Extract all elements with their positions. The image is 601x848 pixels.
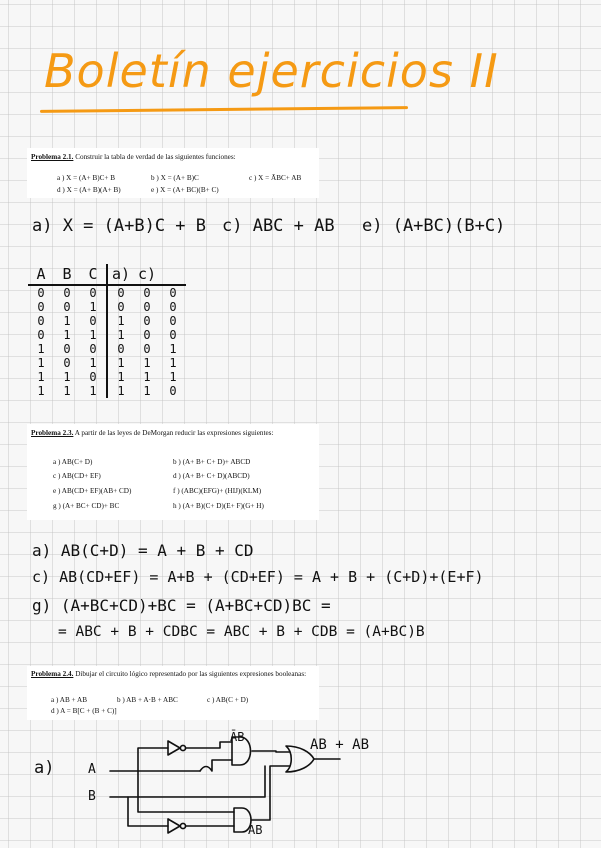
hw-2-3-a: a) AB(C+D) = A + B + CD <box>32 541 254 560</box>
tt-cell: 1 <box>80 356 107 370</box>
tt-cell: 0 <box>80 285 107 300</box>
tt-cell: 1 <box>143 384 151 398</box>
tt-cell: 0 <box>117 300 125 314</box>
final-output-label: AB + AB <box>310 737 370 753</box>
tt-cell: 1 <box>63 370 71 384</box>
hw-2-3-g1: g) (A+BC+CD)+BC = (A+BC+CD)BC = <box>32 596 331 615</box>
problem-2-3-item: b ) (A+ B+ C+ D)+ ABCD <box>173 458 251 466</box>
tt-cell: 0 <box>143 342 151 356</box>
tt-cell: 1 <box>117 328 125 342</box>
tt-cell: 0 <box>169 300 177 314</box>
tt-cell: 1 <box>37 384 45 398</box>
problem-2-1-item: c ) X = ĀBC+ AB <box>249 174 302 182</box>
tt-cell: 0 <box>37 300 45 314</box>
tt-cell: 0 <box>37 314 45 328</box>
or-gate <box>286 746 314 772</box>
tt-cell: 0 <box>117 342 125 356</box>
problem-2-1-item: e ) X = (A+ BC)(B+ C) <box>151 186 219 194</box>
tt-cell: 1 <box>37 356 45 370</box>
problem-2-4-item: b ) AB + A·B + ABC <box>117 696 178 704</box>
tt-header: B <box>54 264 80 285</box>
tt-header: a) <box>107 264 134 285</box>
input-a-label: A <box>88 762 96 777</box>
tt-cell: 1 <box>63 314 71 328</box>
problem-2-4-text: Dibujar el circuito lógico representado por las siguientes expresiones booleanas: <box>75 670 307 678</box>
tt-cell: 0 <box>169 384 177 398</box>
tt-cell: 0 <box>63 286 71 300</box>
tt-cell: 0 <box>63 356 71 370</box>
problem-2-1-text: Construir la tabla de verdad de las siguientes funciones: <box>75 153 236 161</box>
tt-cell: 1 <box>117 370 125 384</box>
tt-cell: 0 <box>37 328 45 342</box>
circuit-label-a: a) <box>34 758 55 778</box>
tt-cell: 1 <box>80 300 107 314</box>
problem-2-3-item: g ) (A+ BC+ CD)+ BC <box>53 502 120 510</box>
tt-cell: 1 <box>143 370 151 384</box>
problem-2-3-item: f ) (ABC)(EFG)+ (HIJ)(KLM) <box>173 487 262 495</box>
input-b-label: B <box>88 789 96 804</box>
page-title: Boletín ejercicios II <box>44 44 499 98</box>
tt-cell: 0 <box>169 286 177 300</box>
tt-cell: 0 <box>63 342 71 356</box>
tt-cell: 0 <box>80 370 107 384</box>
tt-cell: 1 <box>80 328 107 342</box>
tt-cell: 1 <box>117 384 125 398</box>
problem-2-1-item: d ) X = (A+ B)(A+ B) <box>57 186 121 194</box>
tt-cell: 0 <box>169 328 177 342</box>
hw-2-1-e: e) (A+BC)(B+C) <box>362 216 506 236</box>
tt-cell: 0 <box>143 314 151 328</box>
tt-header: A <box>28 264 54 285</box>
not-gate-bottom <box>168 819 180 833</box>
tt-cell: 1 <box>80 384 107 398</box>
hw-2-3-g2: = ABC + B + CDBC = ABC + B + CDB = (A+BC)B <box>58 624 425 640</box>
tt-header: C <box>80 264 107 285</box>
problem-2-3-heading: Problema 2.3. <box>31 429 74 437</box>
tt-cell: 0 <box>37 286 45 300</box>
problem-2-3-text: A partir de las leyes de DeMorgan reducir las expresiones siguientes: <box>74 429 274 437</box>
tt-cell: 1 <box>169 370 177 384</box>
not-gate-top <box>168 741 180 755</box>
problem-2-1-heading: Problema 2.1. <box>31 153 74 161</box>
tt-cell: 0 <box>63 300 71 314</box>
tt-cell: 0 <box>169 314 177 328</box>
tt-cell: 0 <box>80 342 107 356</box>
tt-header: c) <box>134 264 160 285</box>
hw-2-1-a: a) X = (A+B)C + B <box>32 216 206 236</box>
problem-2-4-heading: Problema 2.4. <box>31 670 74 678</box>
gate-out1-label: ĀB <box>230 730 245 744</box>
tt-cell: 1 <box>63 384 71 398</box>
tt-cell: 0 <box>143 328 151 342</box>
problem-2-3-item: d ) (A+ B+ C+ D)(ABCD) <box>173 472 250 480</box>
tt-cell: 1 <box>117 356 125 370</box>
tt-cell: 1 <box>63 328 71 342</box>
tt-cell: 1 <box>143 356 151 370</box>
tt-cell: 1 <box>37 342 45 356</box>
tt-cell: 0 <box>117 286 125 300</box>
tt-cell: 0 <box>80 314 107 328</box>
tt-cell: 1 <box>169 342 177 356</box>
tt-cell: 0 <box>143 300 151 314</box>
tt-cell: 1 <box>37 370 45 384</box>
tt-cell: 0 <box>143 286 151 300</box>
problem-2-1-item: b ) X = (A+ B)C <box>151 174 199 182</box>
tt-cell: 1 <box>117 314 125 328</box>
and-gate-bottom <box>234 808 251 832</box>
problem-2-3-item: a ) AB(C+ D) <box>53 458 93 466</box>
problem-2-4-item: d ) A = B[C + (B + C)] <box>51 707 117 715</box>
gate-out2-label: AB <box>248 823 263 837</box>
problem-2-3-item: e ) AB(CD+ EF)(AB+ CD) <box>53 487 132 495</box>
tt-cell: 1 <box>169 356 177 370</box>
and-gate-top <box>232 737 251 765</box>
problem-2-4-item: a ) AB + AB <box>51 696 87 704</box>
problem-2-3-item: h ) (A+ B)(C+ D)(E+ F)(G+ H) <box>173 502 264 510</box>
problem-2-3-item: c ) AB(CD+ EF) <box>53 472 101 480</box>
hw-2-3-c: c) AB(CD+EF) = A+B + (CD+EF) = A + B + (C+D)+(E+F) <box>32 568 484 586</box>
problem-2-1-item: a ) X = (A+ B)C+ B <box>57 174 116 182</box>
problem-2-4-item: c ) AB(C + D) <box>207 696 249 704</box>
hw-2-1-c: c) ABC + AB <box>222 216 335 236</box>
